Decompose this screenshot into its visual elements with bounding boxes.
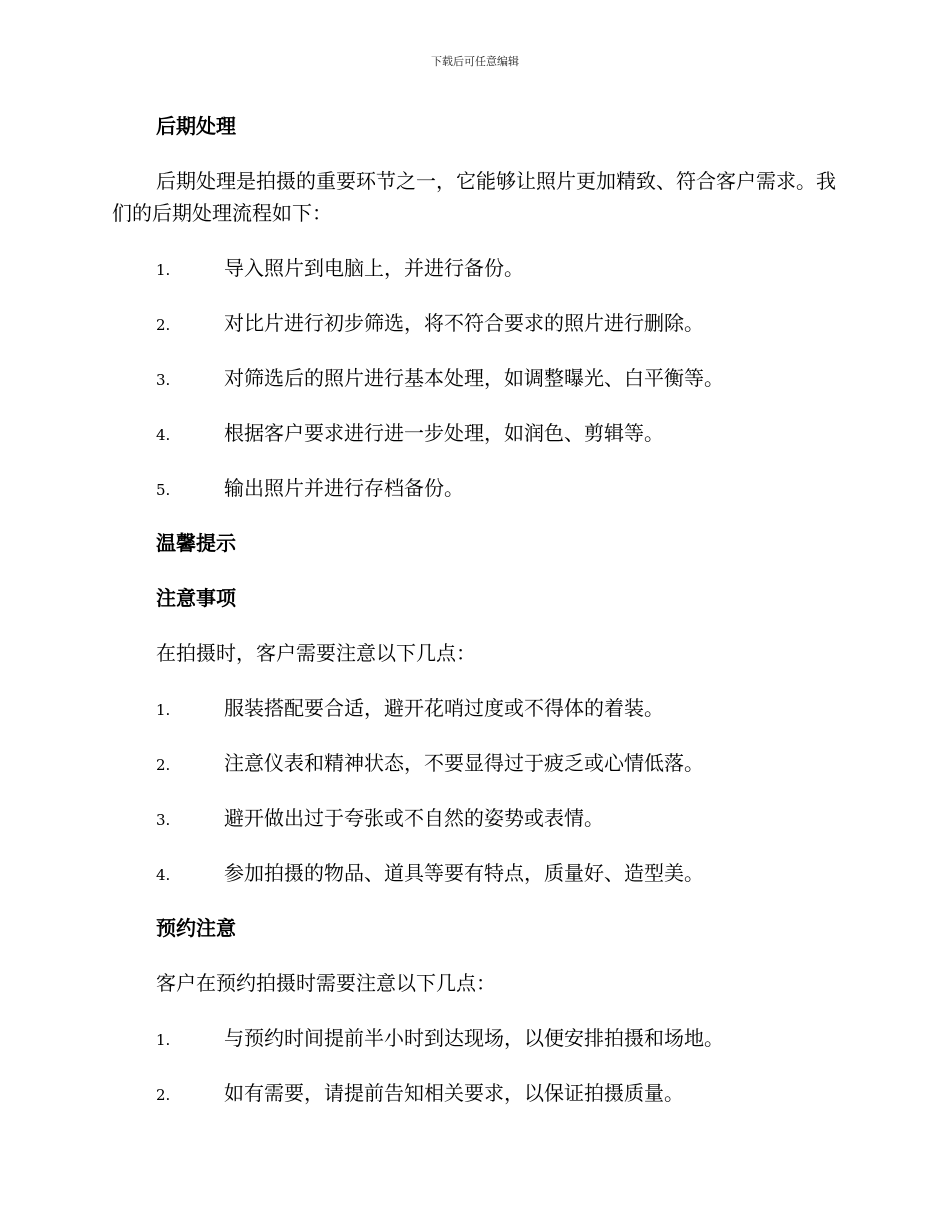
list-number: 3. bbox=[156, 811, 171, 829]
list-item bbox=[112, 747, 838, 779]
section-intro-post-processing: 后期处理是拍摄的重要环节之一，它能够让照片更加精致、符合客户需求。我们的后期处理流程如下： bbox=[112, 169, 836, 225]
list-item bbox=[112, 1077, 838, 1109]
list-number: 5. bbox=[156, 481, 171, 499]
document-body bbox=[112, 110, 838, 1132]
header-note: 下载后可任意编辑 bbox=[431, 55, 519, 68]
section-intro-booking: 客户在预约拍摄时需要注意以下几点： bbox=[156, 971, 496, 995]
list-number: 1. bbox=[156, 701, 171, 719]
list-number: 2. bbox=[156, 756, 171, 774]
list-item bbox=[112, 1022, 838, 1054]
list-item bbox=[112, 307, 838, 339]
list-number: 4. bbox=[156, 426, 171, 444]
section-heading-tips: 温馨提示 bbox=[156, 531, 236, 555]
section-heading-post-processing: 后期处理 bbox=[156, 114, 236, 138]
section-intro-precautions: 在拍摄时，客户需要注意以下几点： bbox=[156, 641, 476, 665]
section-heading-booking: 预约注意 bbox=[156, 916, 236, 940]
list-text: 参加拍摄的物品、道具等要有特点，质量好、造型美。 bbox=[224, 861, 704, 885]
list-number: 1. bbox=[156, 261, 171, 279]
list-text: 根据客户要求进行进一步处理，如润色、剪辑等。 bbox=[224, 421, 664, 445]
list-item bbox=[112, 252, 838, 284]
list-number: 2. bbox=[156, 316, 171, 334]
list-text: 如有需要，请提前告知相关要求，以保证拍摄质量。 bbox=[224, 1081, 684, 1105]
list-item bbox=[112, 417, 838, 449]
list-number: 4. bbox=[156, 866, 171, 884]
list-text: 输出照片并进行存档备份。 bbox=[224, 476, 464, 500]
list-text: 导入照片到电脑上，并进行备份。 bbox=[224, 256, 524, 280]
list-item bbox=[112, 362, 838, 394]
list-text: 与预约时间提前半小时到达现场，以便安排拍摄和场地。 bbox=[224, 1026, 724, 1050]
list-text: 避开做出过于夸张或不自然的姿势或表情。 bbox=[224, 806, 604, 830]
list-number: 3. bbox=[156, 371, 171, 389]
list-number: 2. bbox=[156, 1086, 171, 1104]
list-text: 对筛选后的照片进行基本处理，如调整曝光、白平衡等。 bbox=[224, 366, 724, 390]
list-item bbox=[112, 472, 838, 504]
list-item bbox=[112, 692, 838, 724]
list-item bbox=[112, 857, 838, 889]
section-heading-precautions: 注意事项 bbox=[156, 586, 236, 610]
list-text: 服装搭配要合适，避开花哨过度或不得体的着装。 bbox=[224, 696, 664, 720]
list-text: 对比片进行初步筛选，将不符合要求的照片进行删除。 bbox=[224, 311, 704, 335]
list-number: 1. bbox=[156, 1031, 171, 1049]
list-text: 注意仪表和精神状态，不要显得过于疲乏或心情低落。 bbox=[224, 751, 704, 775]
list-item bbox=[112, 802, 838, 834]
